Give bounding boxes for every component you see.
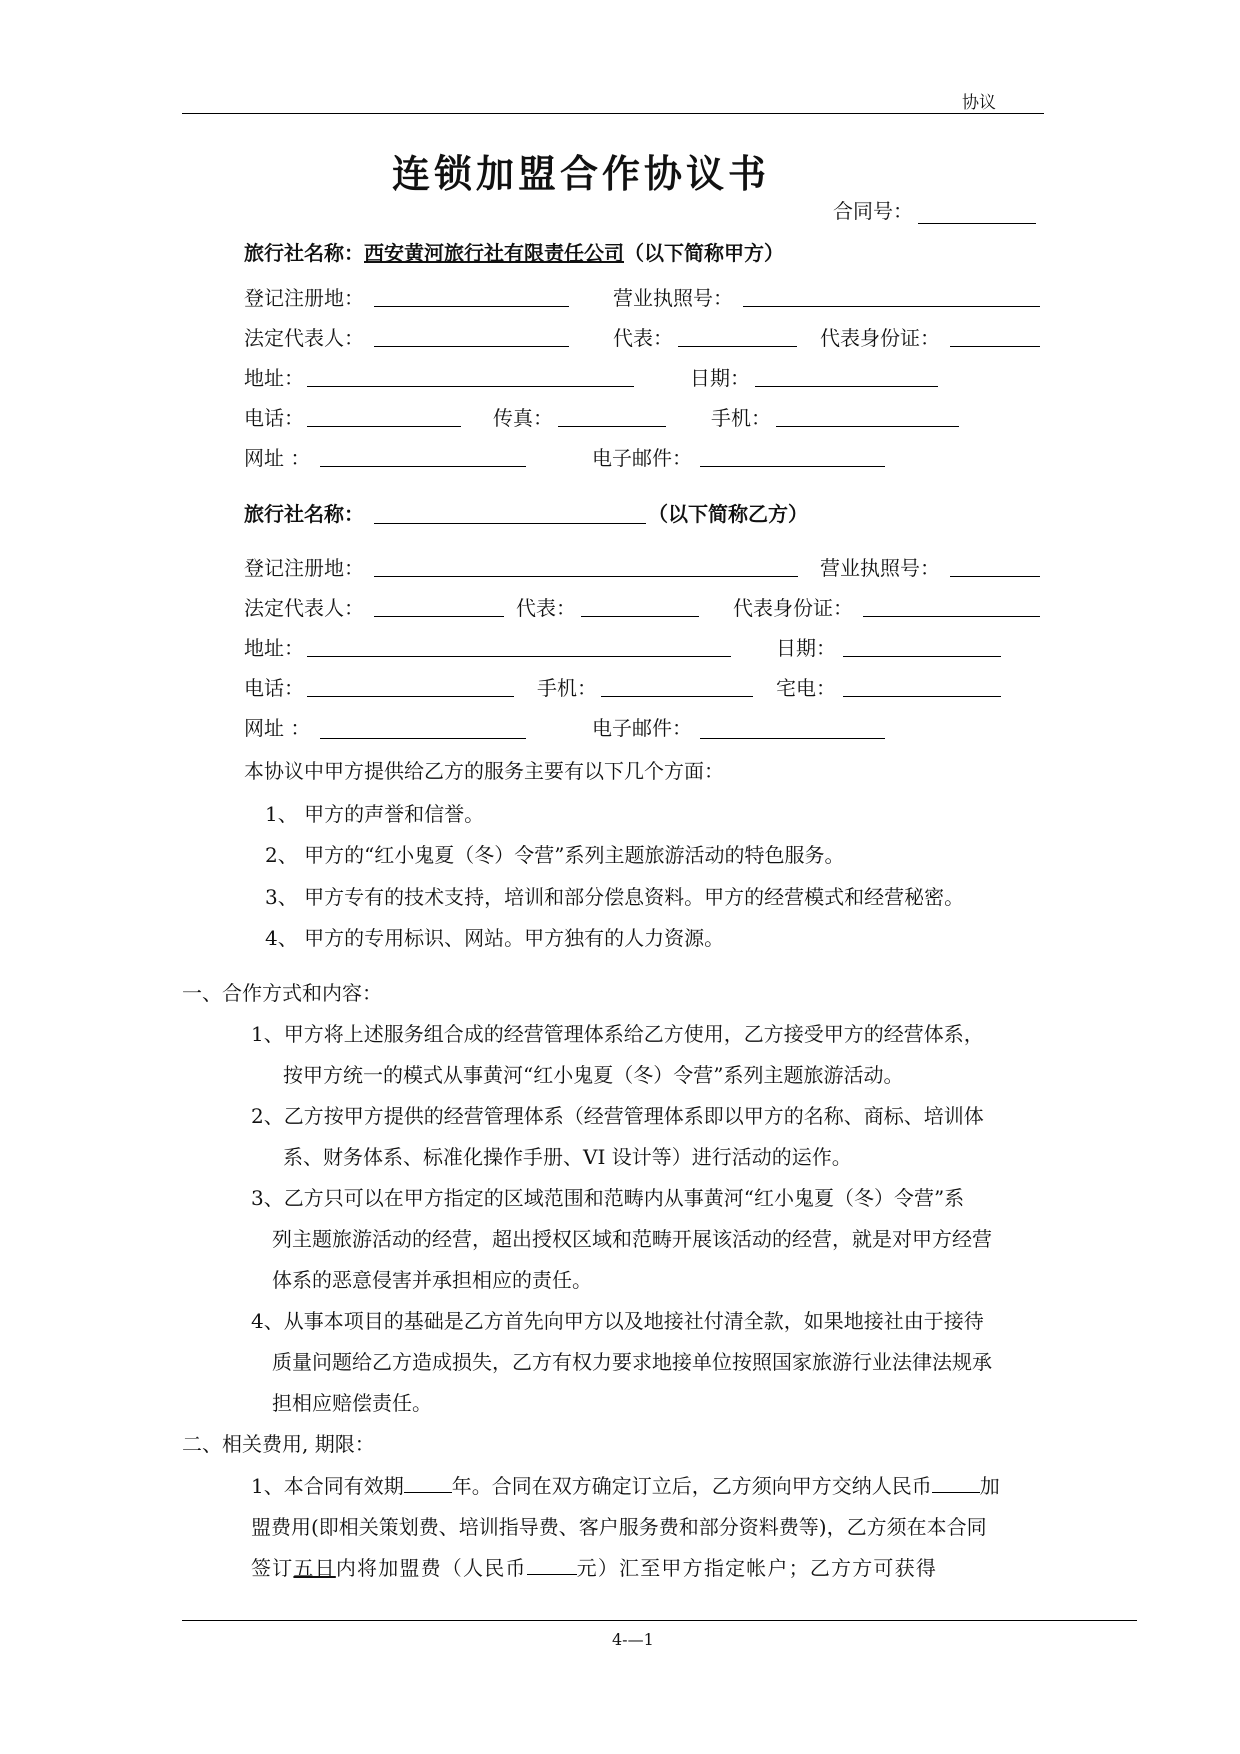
fee-amount-blank[interactable] <box>932 1474 980 1493</box>
section1-item4-line2: 质量问题给乙方造成损失，乙方有权力要求地接单位按照国家旅游行业法律法规承 <box>272 1350 992 1374</box>
party-b-license-label: 营业执照号： <box>820 556 940 580</box>
section1-item3-line1: 3、乙方只可以在甲方指定的区域范围和范畴内从事黄河“红小鬼夏（冬）令营”系 <box>251 1186 965 1210</box>
party-a-rep-label: 代表： <box>613 326 673 350</box>
party-b-name-label: 旅行社名称： <box>244 502 364 526</box>
service-item-3: 3、 甲方专有的技术支持，培训和部分偿息资料。甲方的经营模式和经营秘密。 <box>265 885 965 909</box>
party-b-legal-rep-blank[interactable] <box>374 616 504 617</box>
section1-item3-line2: 列主题旅游活动的经营，超出授权区域和范畴开展该活动的经营，就是对甲方经营 <box>272 1227 992 1251</box>
section2-sign-text: 签订 <box>251 1556 294 1580</box>
party-b-address-label: 地址： <box>244 636 304 660</box>
party-a-fax-blank[interactable] <box>558 426 666 427</box>
section2-five-days: 五日 <box>293 1556 336 1580</box>
franchise-fee-blank[interactable] <box>527 1556 577 1575</box>
party-b-email-blank[interactable] <box>700 738 885 739</box>
section2-para1-line3 <box>251 1556 937 1580</box>
section2-remit-text: 元）汇至甲方指定帐户；乙方方可获得 <box>576 1556 938 1580</box>
party-a-abbrev: （以下简称甲方） <box>624 241 784 265</box>
party-a-name-label-text: 旅行社名称： <box>244 241 364 265</box>
party-b-abbrev: （以下简称乙方） <box>648 502 808 526</box>
section2-validity-text: 1、本合同有效期 <box>251 1474 404 1498</box>
header-label: 协议 <box>962 93 996 113</box>
party-a-name-label <box>244 241 784 265</box>
page-number: 4-—1 <box>612 1630 654 1649</box>
party-b-date-blank[interactable] <box>843 656 1001 657</box>
party-a-email-label: 电子邮件： <box>592 446 692 470</box>
party-a-license-blank[interactable] <box>743 306 1040 307</box>
party-a-license-label: 营业执照号： <box>613 286 733 310</box>
party-a-fax-label: 传真： <box>493 406 553 430</box>
service-item-4: 4、 甲方的专用标识、网站。甲方独有的人力资源。 <box>265 926 725 950</box>
validity-years-blank[interactable] <box>404 1474 452 1493</box>
party-a-email-blank[interactable] <box>700 466 885 467</box>
party-a-website-label: 网址 ： <box>244 446 311 470</box>
party-a-address-blank[interactable] <box>307 386 634 387</box>
section1-item4-line1: 4、从事本项目的基础是乙方首先向甲方以及地接社付清全款，如果地接社由于接待 <box>251 1309 984 1333</box>
party-b-legal-rep-label: 法定代表人： <box>244 596 364 620</box>
service-item-1: 1、 甲方的声誉和信誉。 <box>265 802 485 826</box>
services-intro: 本协议中甲方提供给乙方的服务主要有以下几个方面： <box>244 759 724 783</box>
section1-item1-line1: 1、甲方将上述服务组合成的经营管理体系给乙方使用，乙方接受甲方的经营体系， <box>251 1022 984 1046</box>
party-b-phone-blank[interactable] <box>307 696 514 697</box>
party-a-address-label: 地址： <box>244 366 304 390</box>
section2-fee-text: 年。合同在双方确定订立后，乙方须向甲方交纳人民币 <box>451 1474 932 1498</box>
party-b-reg-place-label: 登记注册地： <box>244 556 364 580</box>
party-b-website-blank[interactable] <box>320 738 526 739</box>
party-a-mobile-label: 手机： <box>711 406 771 430</box>
party-a-legal-rep-label: 法定代表人： <box>244 326 364 350</box>
party-a-reg-place-blank[interactable] <box>374 306 569 307</box>
section1-heading: 一、合作方式和内容： <box>182 981 382 1005</box>
party-a-phone-label: 电话： <box>244 406 304 430</box>
party-b-home-phone-blank[interactable] <box>843 696 1001 697</box>
party-b-mobile-blank[interactable] <box>601 696 753 697</box>
party-a-name-value: 西安黄河旅行社有限责任公司 <box>364 241 624 265</box>
party-a-rep-blank[interactable] <box>678 346 797 347</box>
section2-fee-tail: 加 <box>979 1474 1000 1498</box>
section2-within-text: 内将加盟费（人民币 <box>335 1556 527 1580</box>
party-b-email-label: 电子邮件： <box>592 716 692 740</box>
contract-no-blank[interactable] <box>918 223 1036 224</box>
party-b-phone-label: 电话： <box>244 676 304 700</box>
party-b-name-blank[interactable] <box>374 523 646 524</box>
page-title: 连锁加盟合作协议书 <box>392 151 771 196</box>
footer-rule <box>182 1620 1137 1621</box>
party-a-rep-id-label: 代表身份证： <box>820 326 940 350</box>
party-b-reg-place-blank[interactable] <box>374 576 798 577</box>
service-item-2: 2、 甲方的“红小鬼夏（冬）令营”系列主题旅游活动的特色服务。 <box>265 843 845 867</box>
header-rule <box>182 113 1044 114</box>
party-b-address-blank[interactable] <box>307 656 731 657</box>
section1-item2-line2: 系、财务体系、标准化操作手册、VI 设计等）进行活动的运作。 <box>283 1145 852 1169</box>
party-a-mobile-blank[interactable] <box>776 426 959 427</box>
section2-para1-line2: 盟费用(即相关策划费、培训指导费、客户服务费和部分资料费等)，乙方须在本合同 <box>251 1515 987 1539</box>
party-b-rep-id-blank[interactable] <box>863 616 1040 617</box>
section2-para1-line1 <box>251 1474 1000 1498</box>
section1-item2-line1: 2、乙方按甲方提供的经营管理体系（经营管理体系即以甲方的名称、商标、培训体 <box>251 1104 984 1128</box>
section2-heading: 二、相关费用, 期限： <box>182 1432 375 1456</box>
party-b-rep-id-label: 代表身份证： <box>733 596 853 620</box>
party-b-website-label: 网址 ： <box>244 716 311 740</box>
party-b-license-blank[interactable] <box>950 576 1040 577</box>
party-b-home-phone-label: 宅电： <box>776 676 836 700</box>
section1-item1-line2: 按甲方统一的模式从事黄河“红小鬼夏（冬）令营”系列主题旅游活动。 <box>283 1063 904 1087</box>
party-a-date-label: 日期： <box>690 366 750 390</box>
party-a-date-blank[interactable] <box>755 386 938 387</box>
contract-no-label: 合同号： <box>833 199 913 223</box>
party-b-mobile-label: 手机： <box>537 676 597 700</box>
section1-item3-line3: 体系的恶意侵害并承担相应的责任。 <box>272 1268 592 1292</box>
party-b-date-label: 日期： <box>776 636 836 660</box>
party-a-rep-id-blank[interactable] <box>950 346 1040 347</box>
party-b-rep-blank[interactable] <box>581 616 699 617</box>
party-a-website-blank[interactable] <box>320 466 526 467</box>
party-b-rep-label: 代表： <box>516 596 576 620</box>
section1-item4-line3: 担相应赔偿责任。 <box>272 1391 432 1415</box>
party-a-reg-place-label: 登记注册地： <box>244 286 364 310</box>
party-a-phone-blank[interactable] <box>307 426 461 427</box>
party-a-legal-rep-blank[interactable] <box>374 346 569 347</box>
